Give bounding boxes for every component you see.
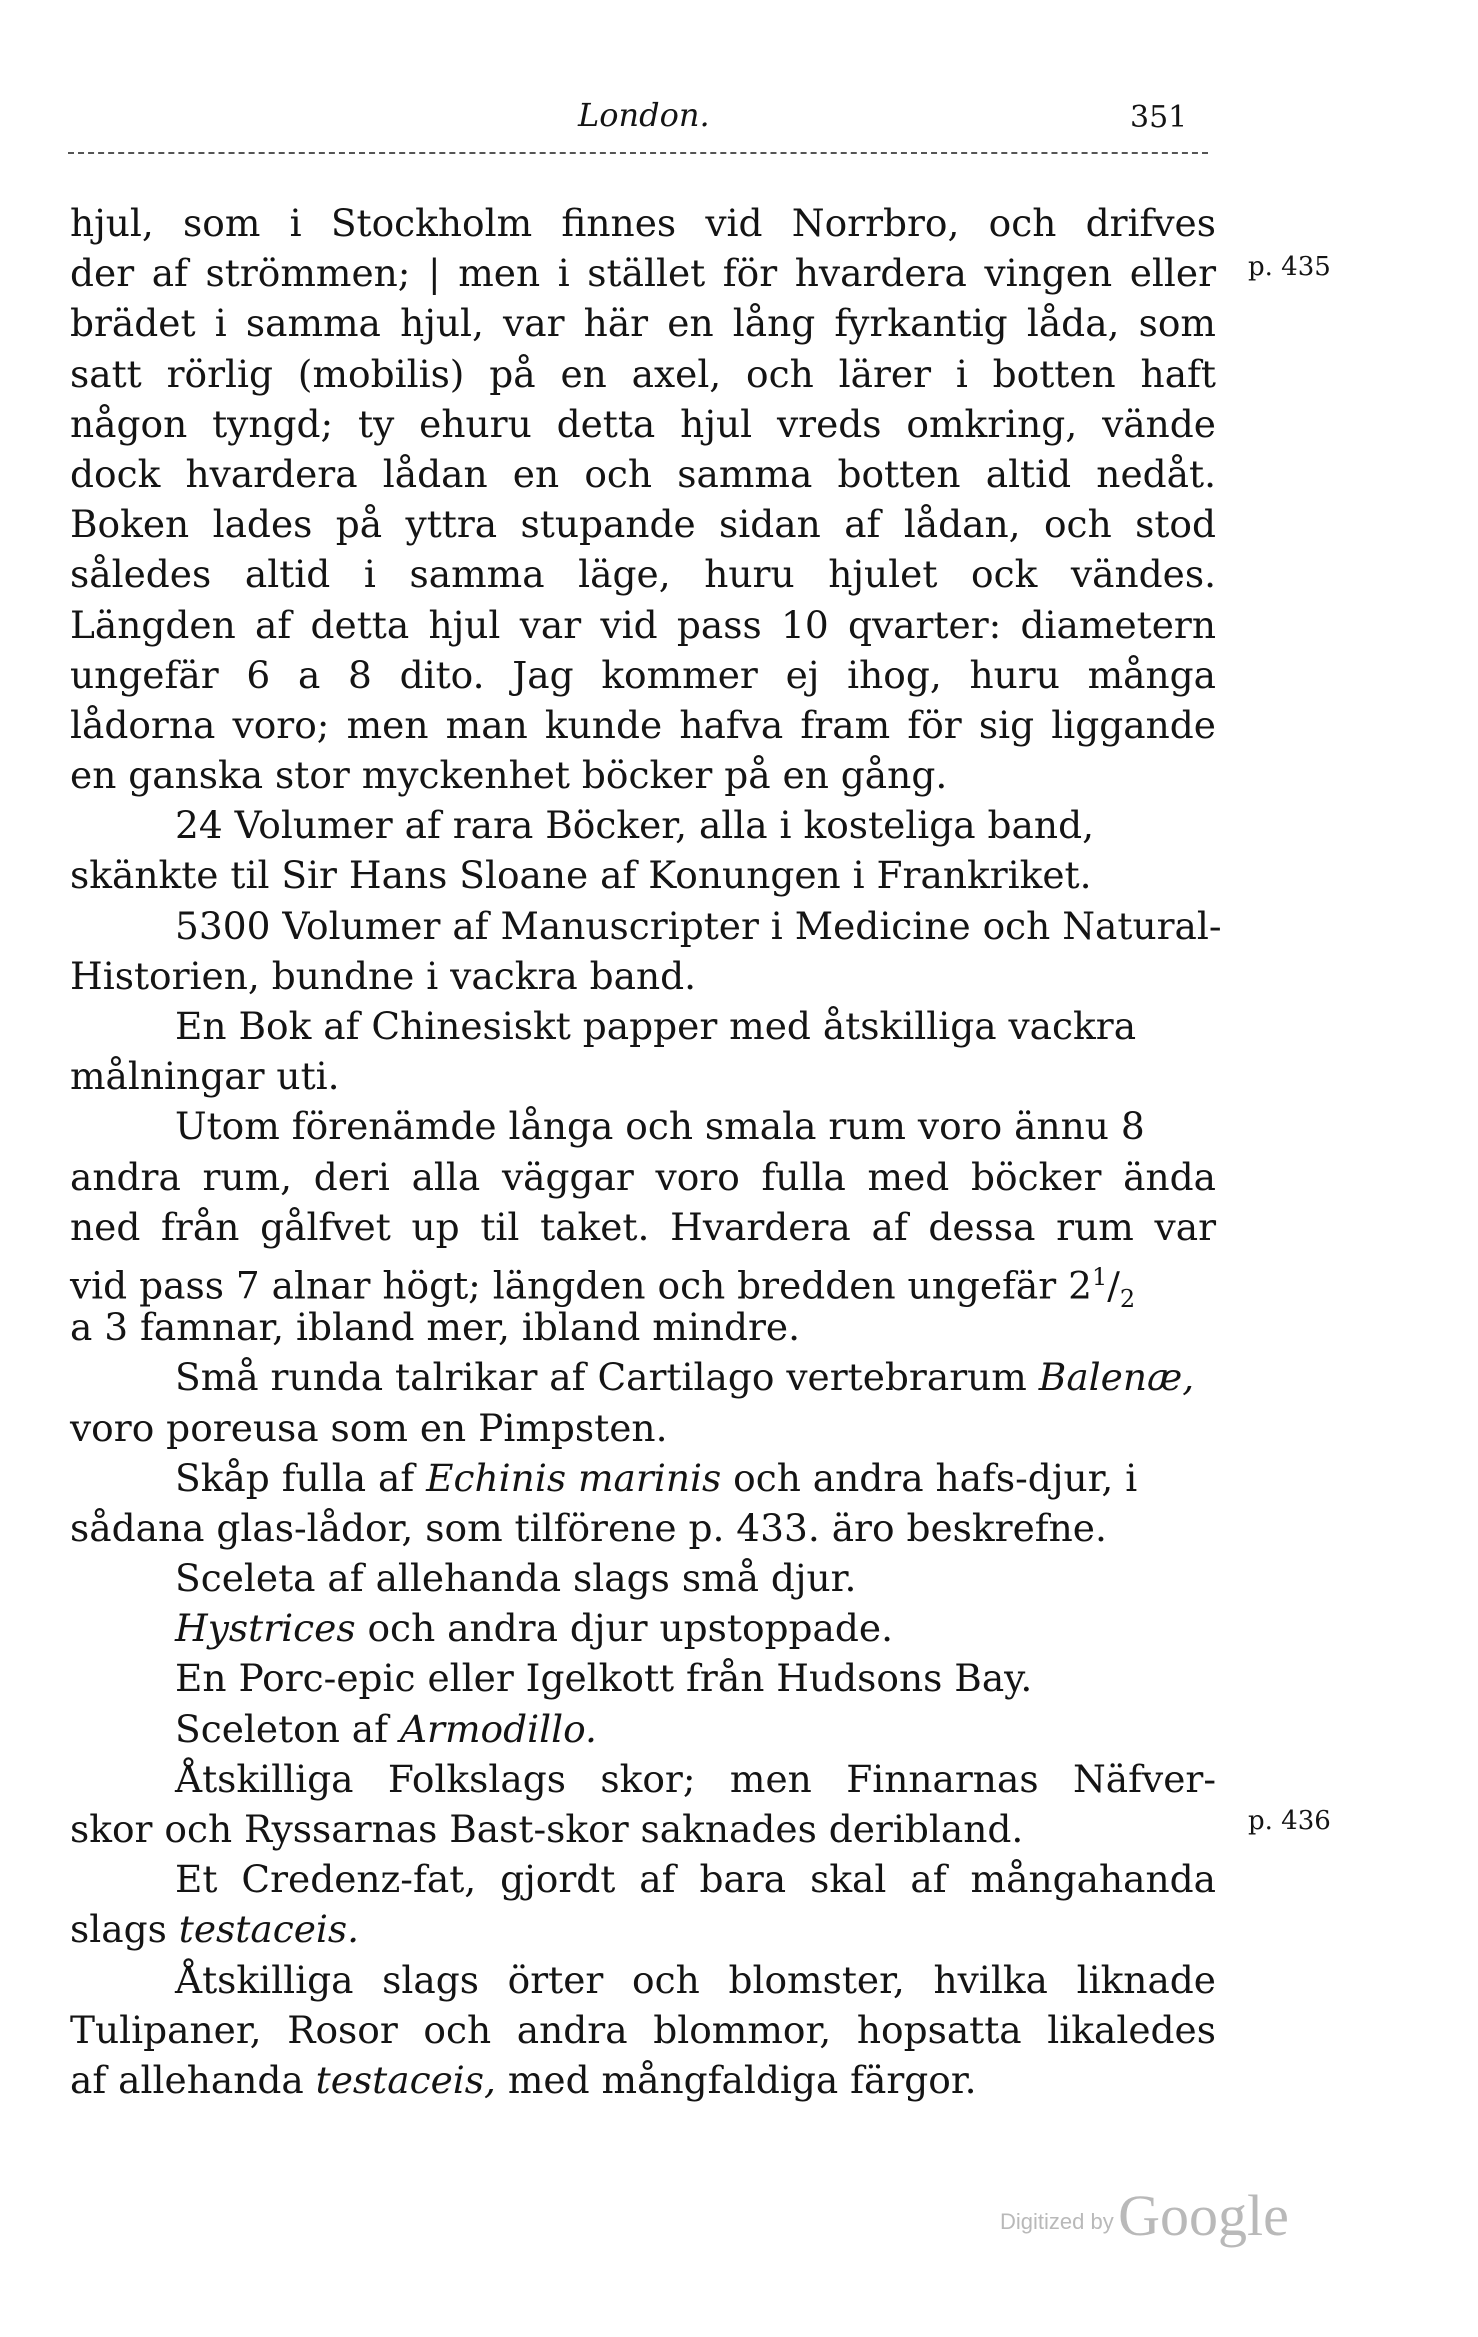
text-line <box>70 1704 1216 1754</box>
text-line: skor och Ryssarnas Bast-skor saknades deribland. <box>70 1807 1024 1851</box>
body-text <box>70 198 1222 2105</box>
italic-term: Echinis marinis <box>426 1455 722 1500</box>
text-line: dock hvardera lådan en och samma botten altid nedåt. <box>70 451 1216 496</box>
running-header-title: London. <box>578 96 710 134</box>
margin-page-ref: p. 435 <box>1248 252 1331 282</box>
text-line: skänkte til Sir Hans Sloane af Konungen i Frankriket. <box>70 853 1092 898</box>
text-line: a 3 famnar, ibland mer, ibland mindre. <box>70 1305 801 1350</box>
text-line: En Bok af Chinesiskt papper med åtskilliga vackra <box>175 1004 1137 1048</box>
italic-term: testaceis. <box>178 1907 360 1952</box>
fraction-slash: / <box>1107 1263 1120 1308</box>
text-line: En Porc-epic eller Igelkott från Hudsons Bay. <box>175 1656 1033 1701</box>
text-fragment: af allehanda <box>70 2057 304 2102</box>
text-line: någon tyngd; ty ehuru detta hjul vreds omkring, vände <box>70 401 1216 446</box>
text-line <box>70 1252 1216 1313</box>
text-line: en ganska stor myckenhet böcker på en gång. <box>70 753 948 798</box>
text-line: ned från gålfvet up til taket. Hvardera af dessa rum var <box>70 1204 1216 1249</box>
text-fragment: och andra djur upstoppade. <box>367 1606 894 1651</box>
text-line: satt rörlig (mobilis) på en axel, och lärer i botten haft <box>70 351 1216 396</box>
text-line: der af strömmen; | men i stället för hvardera vingen eller <box>70 251 1216 296</box>
text-line: Boken lades på yttra stupande sidan af lådan, och stod <box>70 502 1216 547</box>
text-line: brädet i samma hjul, var här en lång fyrkantig låda, som <box>70 301 1216 346</box>
text-fragment: Sceleton af <box>175 1706 389 1751</box>
text-line <box>70 2055 1216 2105</box>
text-fragment: Skåp fulla af <box>175 1455 415 1500</box>
text-fragment: med mångfaldiga färgor. <box>507 2057 977 2102</box>
google-logo: Google <box>1118 2183 1289 2248</box>
text-line: Längden af detta hjul var vid pass 10 qvarter: diametern <box>70 602 1216 647</box>
text-line: Tulipaner, Rosor och andra blommor, hopsatta likaledes <box>70 2007 1216 2052</box>
text-line: målningar uti. <box>70 1054 340 1099</box>
text-line: således altid i samma läge, huru hjulet ock vändes. <box>70 552 1216 597</box>
text-fragment: och andra hafs-djur, i <box>721 1455 1138 1500</box>
page-number: 351 <box>1130 100 1188 135</box>
text-line: hjul, som i Stockholm finnes vid Norrbro, och drifves <box>70 201 1216 245</box>
text-line: voro poreusa som en Pimpsten. <box>70 1405 668 1450</box>
text-line: Utom förenämde långa och smala rum voro ännu 8 <box>175 1104 1145 1149</box>
text-line: Historien, bundne i vackra band. <box>70 953 697 998</box>
text-fragment: vid pass 7 alnar högt; längden och bredden ungefär 2 <box>70 1263 1092 1308</box>
fraction-denominator: 2 <box>1119 1284 1136 1313</box>
text-line: 5300 Volumer af Manuscripter i Medicine och Natural- <box>175 903 1222 948</box>
text-line: lådorna voro; men man kunde hafva fram för sig liggande <box>70 702 1216 747</box>
italic-term: Balenæ, <box>1038 1355 1195 1400</box>
text-fragment: Små runda talrikar af Cartilago vertebrarum <box>175 1355 1027 1400</box>
text-line: 24 Volumer af rara Böcker, alla i kosteliga band, <box>175 803 1094 848</box>
text-line: ungefär 6 a 8 dito. Jag kommer ej ihog, huru många <box>70 652 1216 697</box>
text-line: Åtskilliga Folkslags skor; men Finnarnas Näfver- <box>175 1756 1216 1801</box>
text-line <box>70 1904 1216 1954</box>
header-rule <box>68 152 1208 154</box>
text-line: andra rum, deri alla väggar voro fulla med böcker ända <box>70 1154 1216 1199</box>
italic-term: testaceis, <box>315 2057 496 2102</box>
text-fragment: slags <box>70 1907 167 1952</box>
fraction-numerator: 1 <box>1092 1262 1108 1291</box>
digitized-watermark <box>1000 2182 1289 2249</box>
text-line: Åtskilliga slags örter och blomster, hvilka liknade <box>175 1957 1216 2002</box>
text-line: Et Credenz-fat, gjordt af bara skal af mångahanda <box>175 1857 1216 1902</box>
italic-term: Armodillo. <box>399 1706 597 1751</box>
margin-page-ref: p. 436 <box>1248 1806 1331 1836</box>
text-line: sådana glas-lådor, som tilförene p. 433. äro beskrefne. <box>70 1505 1107 1550</box>
italic-term: Hystrices <box>175 1606 356 1651</box>
text-line <box>70 1352 1216 1402</box>
text-line <box>70 1453 1216 1503</box>
text-line <box>70 1603 1216 1653</box>
watermark-prefix: Digitized by <box>1000 2209 1114 2234</box>
text-line: Sceleta af allehanda slags små djur. <box>175 1556 857 1601</box>
